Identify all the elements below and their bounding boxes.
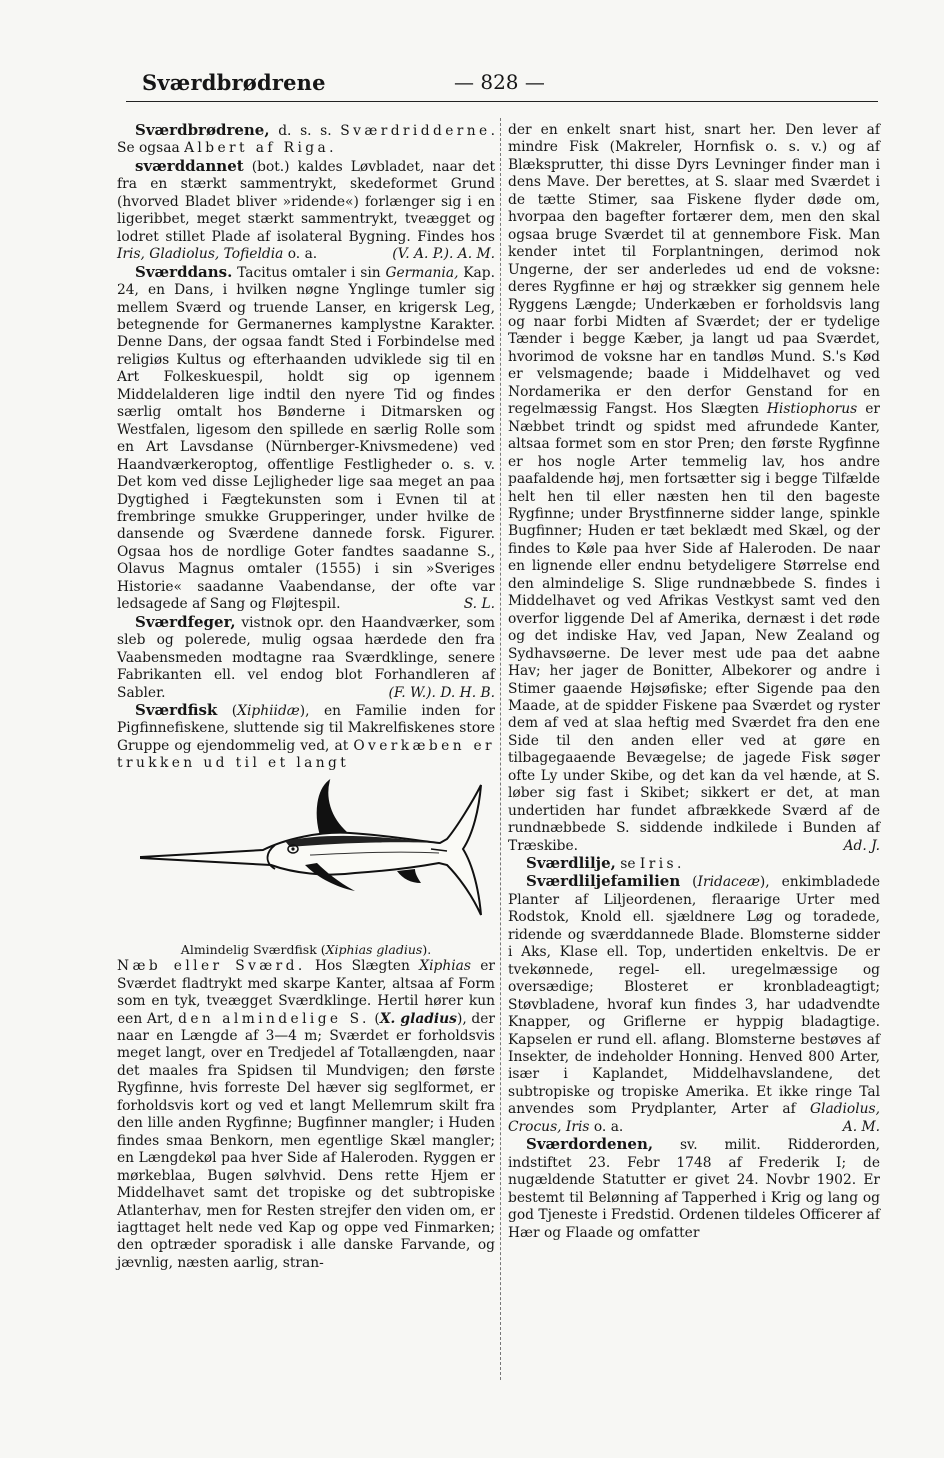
column-divider [500, 118, 501, 1380]
swordfish-illustration [117, 779, 495, 941]
headword: Sværdfeger, [135, 612, 236, 631]
entry-svaerdordenen: Sværdordenen, sv. milit. Ridderorden, indstiftet 23. Febr 1748 af Frederik I; de nugældende Statutter er givet 24. Novbr 1902. Er bestemt til Belønning af Tapperhed i Krig og lang og god Tjeneste i Fredstid. Ordenen tildeles Officerer af Hær og Flaade og omfatter [508, 1135, 880, 1241]
cross-reference: Iris [639, 856, 678, 873]
entry-svaerddans: Sværddans. Tacitus omtaler i sin Germania, Kap. 24, en Dans, i hvilken nøgne Ynglinge tumler sig mellem Sværd og truende Lanser, en krigersk Leg, betegnende for Germanernes kamplystne Karakter. Denne Dans, der ogsaa fandt Sted i Forbindelse med religiøs Kultus og efterhaanden udviklede sig til en Art Folkeskuespil, holdt sig op igennem Middelalderen lige indtil den nyere Tid og findes særlig omtalt hos Bønderne i Ditmarsken og Westfalen, ligesom den spillede en særlig Rolle som en Art Lavsdanse (Nürnberger-Knivsmedene) ved Haandværkeroptog, offentlige Festligheder o. s. v. Det kom ved disse Lejligheder lige saa meget an paa Dygtighed i Fægtekunsten som i Evnen til at frembringe smukke Grupperinger, under hvilke de dansende og Sværdene dannede forsk. Figurer. Ogsaa hos de nordlige Goter fandtes saadanne S., Olavus Magnus omtaler (1555) i sin »Sveriges Historie« saadanne Vaabendanse, der ofte var ledsagede af Sang og Fløjtespil. S. L. [117, 262, 495, 613]
author-signature: Ad. J. [843, 837, 880, 854]
entry-svaerdfeger: Sværdfeger, vistnok opr. den Haandværker, som sleb og polerede, mulig ogsaa hærdede den fra Vaabensmeden modtagne raa Sværdklinge, senere Fabrikanten ell. vel endog blot Forhandleren af Sabler. (F. W.). D. H. B. [117, 612, 495, 701]
headword: Sværddans. [135, 262, 233, 281]
author-signature: A. M. [842, 1118, 880, 1135]
cross-reference: Albert af Riga [184, 140, 330, 157]
entry-svaerdlilje: Sværdlilje, se Iris. [526, 854, 682, 873]
right-column [508, 122, 880, 1242]
headword: Sværdordenen, [526, 1135, 654, 1154]
entry-svaerddannet: sværddannet (bot.) kaldes Løvbladet, naar det fra en stærkt sammentrykt, skedeformet Grund (hvorved Bladet bliver »ridende«) forlænger sig i en ligeribbet, meget stærkt sammentrykt, tveægget og lodret stillet Plade af isolateral Bygning. Findes hos Iris, Gladiolus, Tofieldia o. a. (V. A. P.). A. M. [117, 156, 495, 263]
figure-caption: Almindelig Sværdfisk (Xiphias gladius). [180, 941, 432, 957]
author-signature: (F. W.). D. H. B. [388, 684, 495, 701]
author-signature: (V. A. P.). A. M. [392, 246, 495, 263]
swordfish-drawing [135, 779, 485, 941]
headword: Sværdfisk [135, 700, 218, 719]
left-column [117, 122, 495, 1272]
headword: Sværdbrødrene, [135, 121, 270, 139]
entry-svaerdbroedrene: Sværdbrødrene, d. s. s. Sværdridderne. Se ogsaa Albert af Riga. [117, 121, 495, 157]
headword: Sværdliljefamilien [526, 872, 681, 891]
entry-svaerdfisk: Sværdfisk (Xiphiidæ), en Familie inden for Pigfinnefiskene, sluttende sig til Makrelfiskenes store Gruppe og ejendommelig ved, at Overkæben er trukken ud til et langt [117, 700, 496, 772]
entry-svaerdfisk-continued: Næb eller Sværd. Hos Slægten Xiphias er Sværdet fladtrykt med skarpe Kanter, altsaa af Form som en tyk, tveægget Sværdklinge. Hertil hører kun een Art, den almindelige S. (X. gladius), der naar en Længde af 3—4 m; Sværdet er forholdsvis meget langt, over en Tredjedel af Totallængden, naar det maales fra Spidsen til Mundvigen; den første Rygfinne, hvis forreste Del hæver sig seglformet, er forholdsvis kort og ved et langt Mellemrum skilt fra den lille anden Rygfinne; Bugfinner mangler; i Huden findes smaa Benkorn, men egentlige Skæl mangler; en Længdekøl paa hver Side af Haleroden. Ryggen er mørkeblaa, Bugen sølvhvid. Dens rette Hjem er Middelhavet samt det tropiske og det subtropiske Atlanterhav, men for Resten strejfer den viden om, er iagttaget helt nede ved Kap og oppe ved Finmarken; den optræder sporadisk i alle danske Farvande, og jævnlig, næsten aarlig, stran- [117, 958, 496, 1271]
running-title: Sværdbrødrene [142, 70, 326, 95]
entry-svaerdfisk-continued-2: der en enkelt snart hist, snart her. Den lever af mindre Fisk (Makreler, Hornfisk o. s. v.) og af Blæksprutter, thi disse Dyrs Levninger finder man i dens Mave. Der berettes, at S. slaar med Sværdet i de tætte Stimer, saa Fiskene flyder døde om, hvorpaa den bagefter fortærer dem, men den skal ogsaa bruge Sværdet til at gennembore Fisk. Man kender intet til Forplantningen, derimod nok Ungerne, der ser anderledes ud end de voksne: deres Rygfinne er høj og strækker sig gennem hele Ryggens Længde; Underkæben er forholdsvis lang og naar forbi Midten af Sværdet; der er tydelige Tænder i begge Kæber, ja langt ud paa Sværdet, hvorimod de voksne har en tandløs Mund. S.'s Kød er velsmagende; baade i Middelhavet og ved Nordamerika er den derfor Genstand for en regelmæssig Fangst. Hos Slægten Histiophorus er Næbbet trindt og spidst med afrundede Kanter, altsaa formet som en stor Pren; den første Rygfinne er hos nogle Arter temmelig lav, hos andre paafaldende høj, men fortsætter sig i begge Tilfælde helt hen til eller næsten hen til den bageste Rygfinne; under Brystfinnerne sidder lange, spinkle Bugfinner; Huden er tæt beklædt med Skæl, og der findes to Køle paa hver Side af Haleroden. De naar en lignende eller endnu betydeligere Størrelse end den almindelige S. Slige rundnæbbede S. findes i Middelhavet og ved Afrikas Vestkyst samt ved den overfor liggende Del af Amerika, dernæst i det røde og det indiske Hav, ved Japan, New Zealand og Sydhavsøerne. De lever mest ude paa det aabne Hav; her jager de Bonitter, Albekorer og andre i Stimer gaaende Højsøfiske; efter Sigende paa den Maade, at de spidder Fiskene paa Sværdet og ryster dem af ved at slaa heftig med Sværdet fra den ene Side til den anden eller ved at gøre en tilbagegaaende Bevægelse; de jagede Fisk søger ofte Ly under Skibe, og det kan da vel hænde, at S. løber sig fast i Skibet; sikkert er det, at man undertiden har fundet afbrækkede Sværd af de rundnæbbede S. siddende indkilede i Bunden af Træskibe. Ad. J. [508, 122, 881, 854]
author-signature: S. L. [463, 596, 495, 613]
header-rule [126, 101, 878, 102]
headword: Sværdlilje, [526, 854, 616, 873]
headword: sværddannet [135, 156, 244, 175]
cross-reference: Sværdridderne [340, 123, 491, 139]
page-number: — 828 — [454, 70, 545, 94]
entry-svaerdliljefamilien: Sværdliljefamilien (Iridaceæ), enkimbladede Planter af Liljeordenen, fleraarige Urter med Rodstok, Knold ell. sjældnere Løg og toradede, ridende og sværddannede Blade. Blomsterne sidder i Aks, Klase ell. Top, undertiden enkeltvis. De er tvekønnede, regel- ell. uregelmæssige og oversædige; Blosteret er kronbladeagtigt; Støvbladene, hvoraf kun findes 3, har udadvendte Knapper, og Griflerne er hyppig bladagtige. Kapselen er rund ell. aflang. Blomsterne bestøves af Insekter, de indeholder Honning. Henved 800 Arter, især i Kaplandet, Middelhavslandene, det subtropiske og tropiske Amerika. Et ikke ringe Tal anvendes som Prydplanter, Arter af Gladiolus, Crocus, Iris o. a. A. M. [508, 872, 880, 1135]
page-header [142, 70, 880, 98]
